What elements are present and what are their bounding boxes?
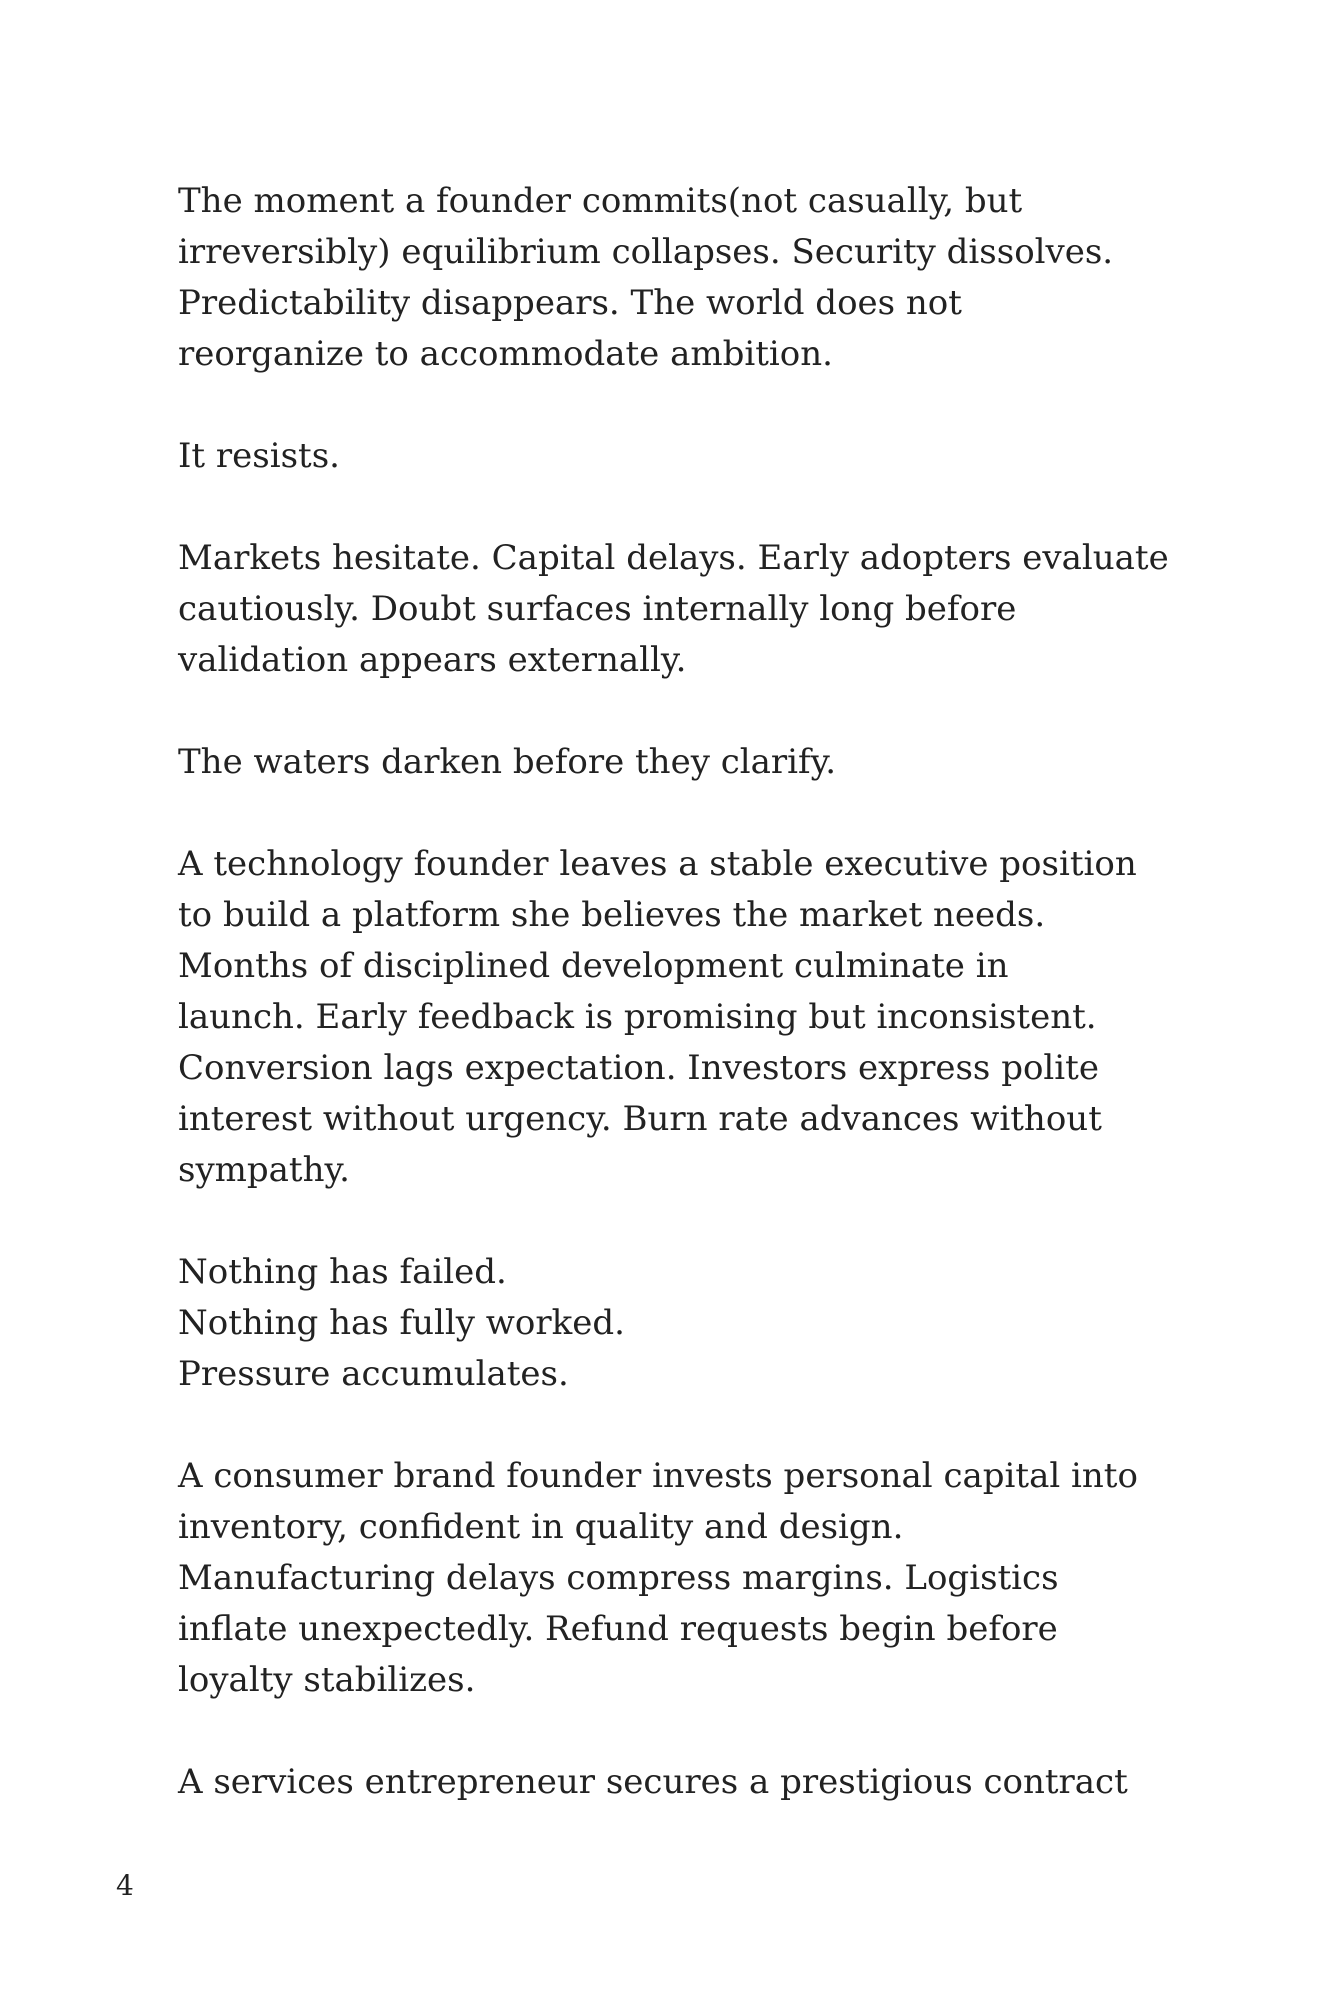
paragraph: The waters darken before they clarify. — [178, 742, 837, 782]
paragraph: A technology founder leaves a stable executive position to build a platform she believes the market needs. Months of disciplined development culminate in launch. Early feedback is promising but inconsistent. Conversion lags expectation. Investors express polite interest without urgency. Burn rate advances without sympathy. — [178, 844, 1137, 1190]
paragraph: Nothing has failed. Nothing has fully worked. Pressure accumulates. — [178, 1252, 625, 1394]
paragraph: The moment a founder commits(not casually, but irreversibly) equilibrium collapses. Security dissolves. Predictability disappears. The world does not reorganize to accommodate ambition. — [178, 181, 1114, 374]
paragraph: A consumer brand founder invests personal capital into inventory, confident in quality and design. Manufacturing delays compress margins. Logistics inflate unexpectedly. Refund requests begin before loyalty stabilizes. — [178, 1456, 1138, 1700]
paragraph: It resists. — [178, 436, 340, 476]
body-text — [178, 176, 1178, 1859]
paragraph: A services entrepreneur secures a prestigious contract — [178, 1762, 1128, 1802]
page-number: 4 — [116, 1869, 134, 1902]
paragraph: Markets hesitate. Capital delays. Early adopters evaluate cautiously. Doubt surfaces internally long before validation appears externally. — [178, 538, 1169, 680]
